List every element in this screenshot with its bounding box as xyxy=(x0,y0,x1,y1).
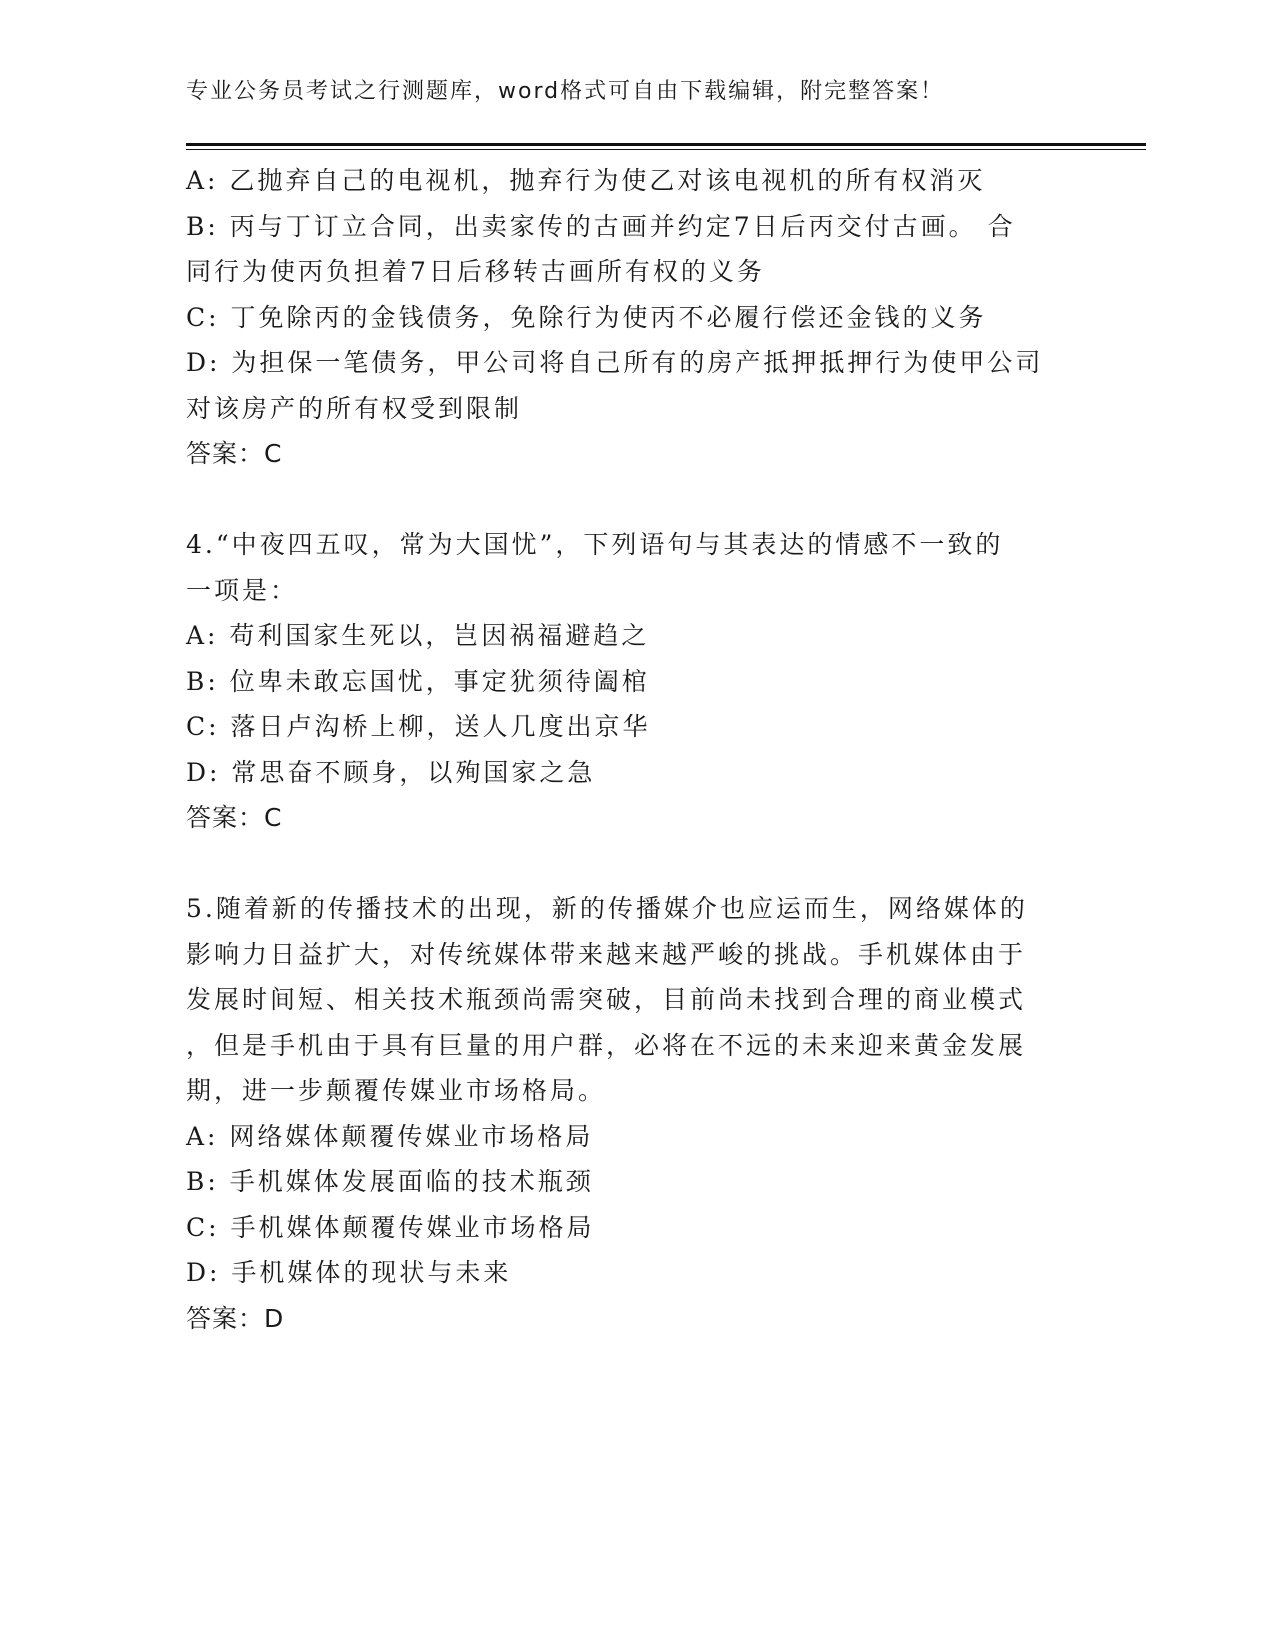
question-stem-continued: 影响力日益扩大，对传统媒体带来越来越严峻的挑战。手机媒体由于 xyxy=(186,939,1027,969)
option-c: C: 手机媒体颠覆传媒业市场格局 xyxy=(186,1212,595,1242)
question-stem: 5.随着新的传播技术的出现，新的传播媒介也应运而生，网络媒体的 xyxy=(186,894,1028,923)
question-stem-continued: 发展时间短、相关技术瓶颈尚需突破，目前尚未找到合理的商业模式 xyxy=(186,985,1027,1014)
question-stem-continued: ，但是手机由于具有巨量的用户群，必将在不远的未来迎来黄金发展 xyxy=(186,1030,1027,1060)
question-stem: 4.“中夜四五叹，常为大国忧”，下列语句与其表达的情感不一致的 xyxy=(186,530,1004,559)
option-c: C: 落日卢沟桥上柳，送人几度出京华 xyxy=(186,712,651,741)
option-d-continued: 对该房产的所有权受到限制 xyxy=(186,393,523,423)
question-3 xyxy=(186,158,1066,477)
question-stem-continued: 一项是： xyxy=(186,575,299,605)
option-d: D: 手机媒体的现状与未来 xyxy=(186,1258,512,1287)
option-b: B: 手机媒体发展面临的技术瓶颈 xyxy=(186,1167,594,1196)
option-a: A: 网络媒体颠覆传媒业市场格局 xyxy=(186,1121,594,1151)
question-5 xyxy=(186,886,1066,1341)
answer-line: 答案：C xyxy=(186,439,283,468)
option-c: C: 丁免除丙的金钱债务，免除行为使丙不必履行偿还金钱的义务 xyxy=(186,302,987,332)
option-b-continued: 同行为使丙负担着7日后移转古画所有权的义务 xyxy=(186,257,765,286)
answer-line: 答案：C xyxy=(186,803,283,832)
question-stem-continued: 期，进一步颠覆传媒业市场格局。 xyxy=(186,1076,607,1105)
page-header: 专业公务员考试之行测题库，word格式可自由下载编辑，附完整答案！ xyxy=(186,79,945,104)
question-4 xyxy=(186,522,1066,841)
answer-line: 答案：D xyxy=(186,1303,285,1333)
spacer xyxy=(186,477,1066,523)
header-divider xyxy=(186,143,1146,150)
option-a: A: 苟利国家生死以，岂因祸福避趋之 xyxy=(186,621,650,650)
option-b: B: 丙与丁订立合同，出卖家传的古画并约定7日后丙交付古画。 合 xyxy=(186,211,1016,241)
option-d: D: 为担保一笔债务，甲公司将自己所有的房产抵押抵押行为使甲公司 xyxy=(186,348,1044,377)
spacer xyxy=(186,841,1066,887)
option-b: B: 位卑未敢忘国忧，事定犹须待阖棺 xyxy=(186,666,650,696)
option-a: A: 乙抛弃自己的电视机，抛弃行为使乙对该电视机的所有权消灭 xyxy=(186,166,986,195)
question-list xyxy=(186,158,1066,1341)
option-d: D: 常思奋不顾身，以殉国家之急 xyxy=(186,757,596,787)
